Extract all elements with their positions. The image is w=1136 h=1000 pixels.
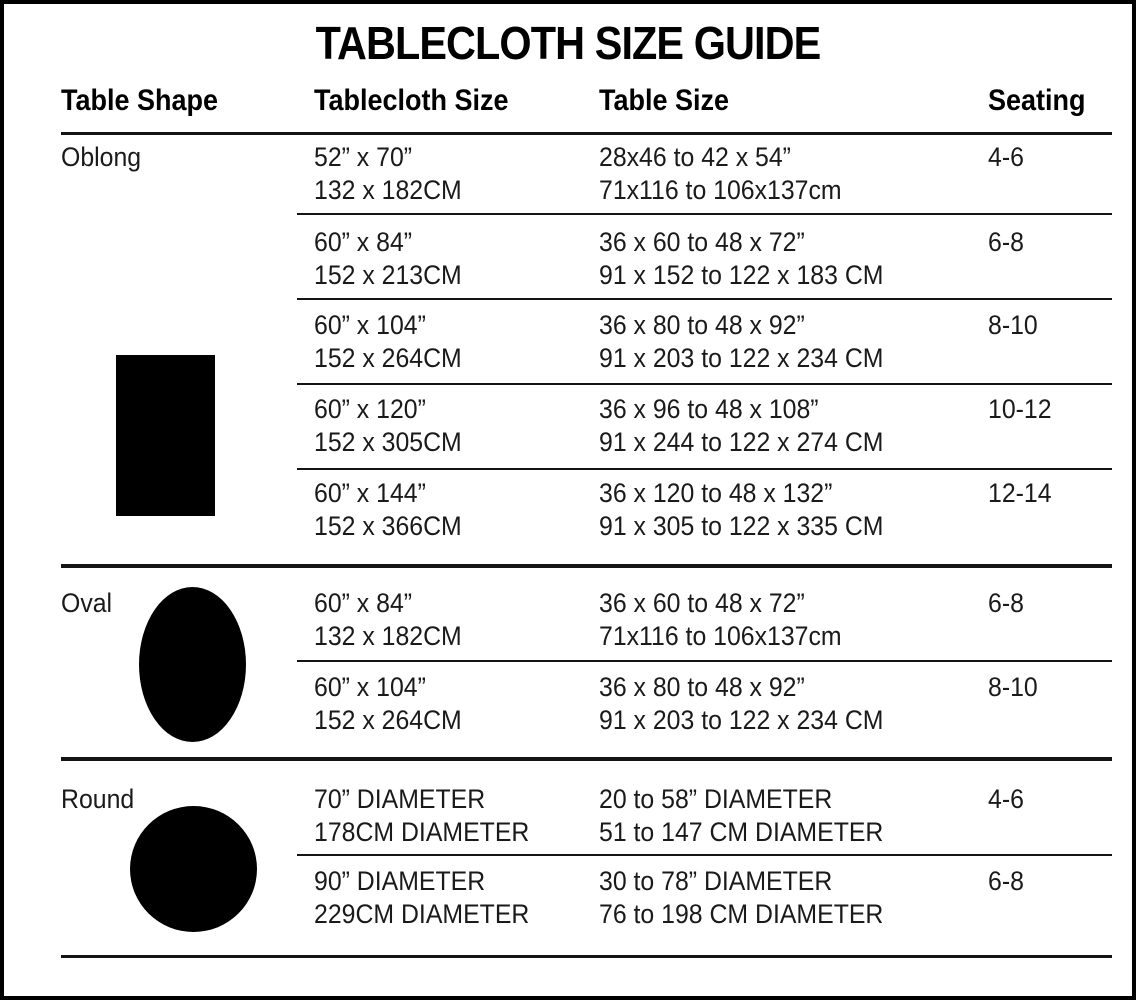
tablecloth-size-cell: 52” x 70” 132 x 182CM — [314, 142, 462, 205]
section-divider — [61, 757, 1112, 761]
row-divider — [297, 468, 1112, 470]
table-size-cell: 36 x 60 to 48 x 72” 91 x 152 to 122 x 183 CM — [599, 227, 884, 290]
row-divider — [297, 660, 1112, 662]
column-header-table-size: Table Size — [599, 84, 730, 117]
seating-cell: 4-6 — [988, 142, 1024, 172]
tablecloth-size-cell: 60” x 120” 152 x 305CM — [314, 394, 462, 457]
bottom-divider — [61, 955, 1112, 958]
seating-cell: 8-10 — [988, 672, 1038, 702]
row-divider — [297, 854, 1112, 856]
tablecloth-size-cell: 90” DIAMETER 229CM DIAMETER — [314, 866, 530, 929]
seating-cell: 6-8 — [988, 866, 1024, 896]
shape-label-oblong: Oblong — [61, 142, 142, 172]
seating-cell: 6-8 — [988, 227, 1024, 257]
table-size-cell: 36 x 80 to 48 x 92” 91 x 203 to 122 x 234 CM — [599, 672, 884, 735]
table-size-cell: 36 x 60 to 48 x 72” 71x116 to 106x137cm — [599, 588, 842, 651]
tablecloth-size-cell: 60” x 104” 152 x 264CM — [314, 310, 462, 373]
table-size-cell: 36 x 80 to 48 x 92” 91 x 203 to 122 x 234 CM — [599, 310, 884, 373]
table-size-cell: 20 to 58” DIAMETER 51 to 147 CM DIAMETER — [599, 784, 884, 847]
row-divider — [297, 383, 1112, 385]
page-title: TABLECLOTH SIZE GUIDE — [315, 17, 821, 69]
column-header-tablecloth-size: Tablecloth Size — [314, 84, 509, 117]
section-divider — [61, 564, 1112, 568]
seating-cell: 10-12 — [988, 394, 1052, 424]
row-divider — [297, 298, 1112, 300]
seating-cell: 12-14 — [988, 478, 1052, 508]
column-header-seating: Seating — [988, 84, 1086, 117]
rectangle-shape-icon — [116, 355, 215, 516]
table-size-cell: 36 x 120 to 48 x 132” 91 x 305 to 122 x 335 CM — [599, 478, 884, 541]
tablecloth-size-cell: 60” x 84” 152 x 213CM — [314, 227, 462, 290]
ellipse-shape-icon — [139, 587, 246, 742]
circle-shape-icon — [130, 806, 257, 932]
seating-cell: 8-10 — [988, 310, 1038, 340]
table-size-cell: 36 x 96 to 48 x 108” 91 x 244 to 122 x 274 CM — [599, 394, 884, 457]
tablecloth-size-cell: 70” DIAMETER 178CM DIAMETER — [314, 784, 530, 847]
table-size-cell: 30 to 78” DIAMETER 76 to 198 CM DIAMETER — [599, 866, 884, 929]
column-header-table-shape: Table Shape — [61, 84, 219, 117]
tablecloth-size-cell: 60” x 144” 152 x 366CM — [314, 478, 462, 541]
tablecloth-size-cell: 60” x 104” 152 x 264CM — [314, 672, 462, 735]
shape-label-oval: Oval — [61, 588, 113, 618]
header-divider — [61, 132, 1112, 135]
seating-cell: 6-8 — [988, 588, 1024, 618]
row-divider — [297, 213, 1112, 215]
table-size-cell: 28x46 to 42 x 54” 71x116 to 106x137cm — [599, 142, 842, 205]
shape-label-round: Round — [61, 784, 135, 814]
seating-cell: 4-6 — [988, 784, 1024, 814]
tablecloth-size-cell: 60” x 84” 132 x 182CM — [314, 588, 462, 651]
